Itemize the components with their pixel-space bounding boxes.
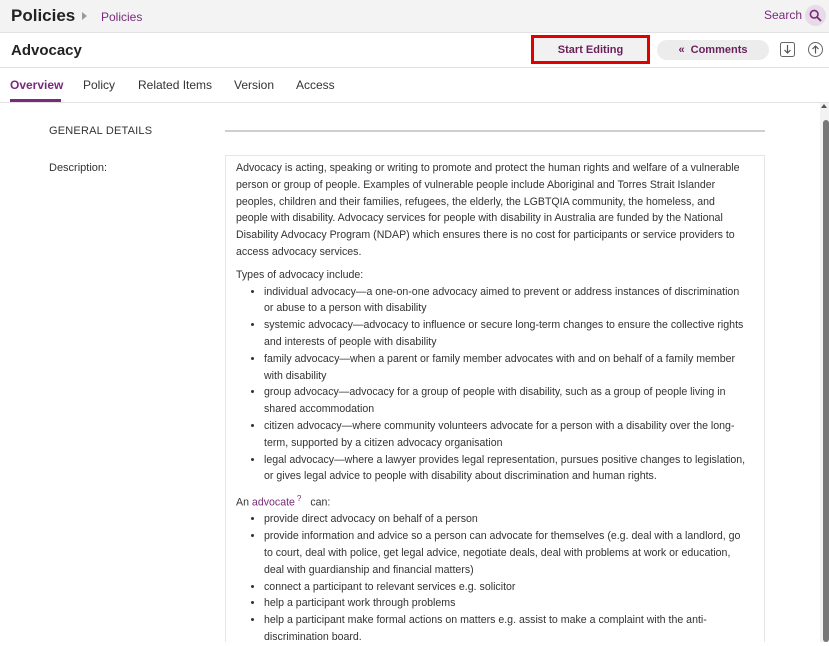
- breadcrumb-policies[interactable]: Policies: [101, 10, 143, 24]
- upload-icon[interactable]: [807, 41, 824, 58]
- tab-version[interactable]: Version: [234, 78, 275, 92]
- active-tab-indicator: [10, 99, 61, 102]
- comments-label: Comments: [690, 44, 748, 56]
- description-label: Description:: [49, 162, 108, 174]
- breadcrumb-arrow-icon: [82, 12, 87, 20]
- advocate-glossary-link[interactable]: advocate: [251, 496, 295, 509]
- intro-paragraph: Advocacy is acting, speaking or writing to promote and protect the human rights and welfare of a vulnerable person or group of people. Examples of vulnerable people include Aboriginal and Torres Strait Islander peoples, children and their families, refugees, the elderly, the LGBTQIA community, the homeless, and people with disability. Advocacy services for people with disability in Australia are funded by the National Disability Advocacy Program (NDAP) which ensures there is no cost for participants or service providers to access advocacy services.: [236, 162, 740, 258]
- description-content: [236, 160, 748, 646]
- list-item: • citizen advocacy—where community volunteers advocate for a person with a disability over the long-term, supported by a citizen advocacy organisation: [264, 418, 748, 452]
- section-divider: [225, 130, 765, 132]
- types-list: [236, 284, 748, 486]
- tab-access[interactable]: Access: [296, 78, 335, 92]
- list-item: • provide information and advice so a person can advocate for themselves (e.g. deal with a landlord, go to court, deal with police, get legal advice, negotiate deals, deal with problems at work or education, deal with guardianship and financial matters): [264, 528, 748, 578]
- scroll-up-icon[interactable]: [821, 104, 827, 108]
- search-icon: [809, 9, 822, 22]
- app-title[interactable]: Policies: [11, 6, 76, 25]
- list-item: • individual advocacy—a one-on-one advocacy aimed to prevent or address instances of discrimination or abuse to a person with disability: [264, 284, 748, 318]
- advocate-can-list: [236, 511, 748, 645]
- advocate-suffix: can:: [310, 496, 331, 509]
- scrollbar-thumb[interactable]: [823, 120, 829, 642]
- comments-button[interactable]: [657, 40, 769, 60]
- list-item: • help a participant make formal actions on matters e.g. assist to make a complaint with the anti-discrimination board.: [264, 612, 748, 646]
- advocate-prefix: An: [236, 496, 249, 509]
- types-heading: Types of advocacy include:: [236, 268, 364, 281]
- search-label[interactable]: Search: [764, 8, 803, 22]
- download-icon[interactable]: [779, 41, 796, 58]
- advocate-line: [236, 491, 748, 511]
- list-item: • legal advocacy—where a lawyer provides legal representation, pursues positive changes to legislation, or gives legal advice to people with disability about discrimination and human rights.: [264, 452, 748, 486]
- search-button[interactable]: [805, 5, 826, 26]
- list-item: • connect a participant to relevant services e.g. solicitor: [264, 579, 748, 596]
- list-item: • group advocacy—advocacy for a group of people with disability, such as a group of people living in shared accommodation: [264, 384, 748, 418]
- top-bar: [0, 0, 829, 33]
- list-item: • provide direct advocacy on behalf of a person: [264, 511, 748, 528]
- section-heading: GENERAL DETAILS: [49, 125, 153, 137]
- tab-policy[interactable]: Policy: [83, 78, 116, 92]
- description-box: [225, 155, 765, 642]
- glossary-help-icon[interactable]: ?: [296, 494, 302, 504]
- list-item: • family advocacy—when a parent or family member advocates with and on behalf of a family member with disability: [264, 351, 748, 385]
- tab-related-items[interactable]: Related Items: [138, 78, 213, 92]
- double-chevron-left-icon: «: [678, 44, 685, 56]
- tab-bar: [0, 68, 829, 103]
- page-header: [0, 33, 829, 68]
- list-item: • help a participant work through problems: [264, 595, 748, 612]
- tab-overview[interactable]: Overview: [10, 78, 64, 92]
- page-title: Advocacy: [11, 42, 82, 59]
- list-item: • systemic advocacy—advocacy to influence or secure long-term changes to ensure the collective rights and interests of people with disability: [264, 317, 748, 351]
- start-editing-button[interactable]: Start Editing: [531, 35, 650, 64]
